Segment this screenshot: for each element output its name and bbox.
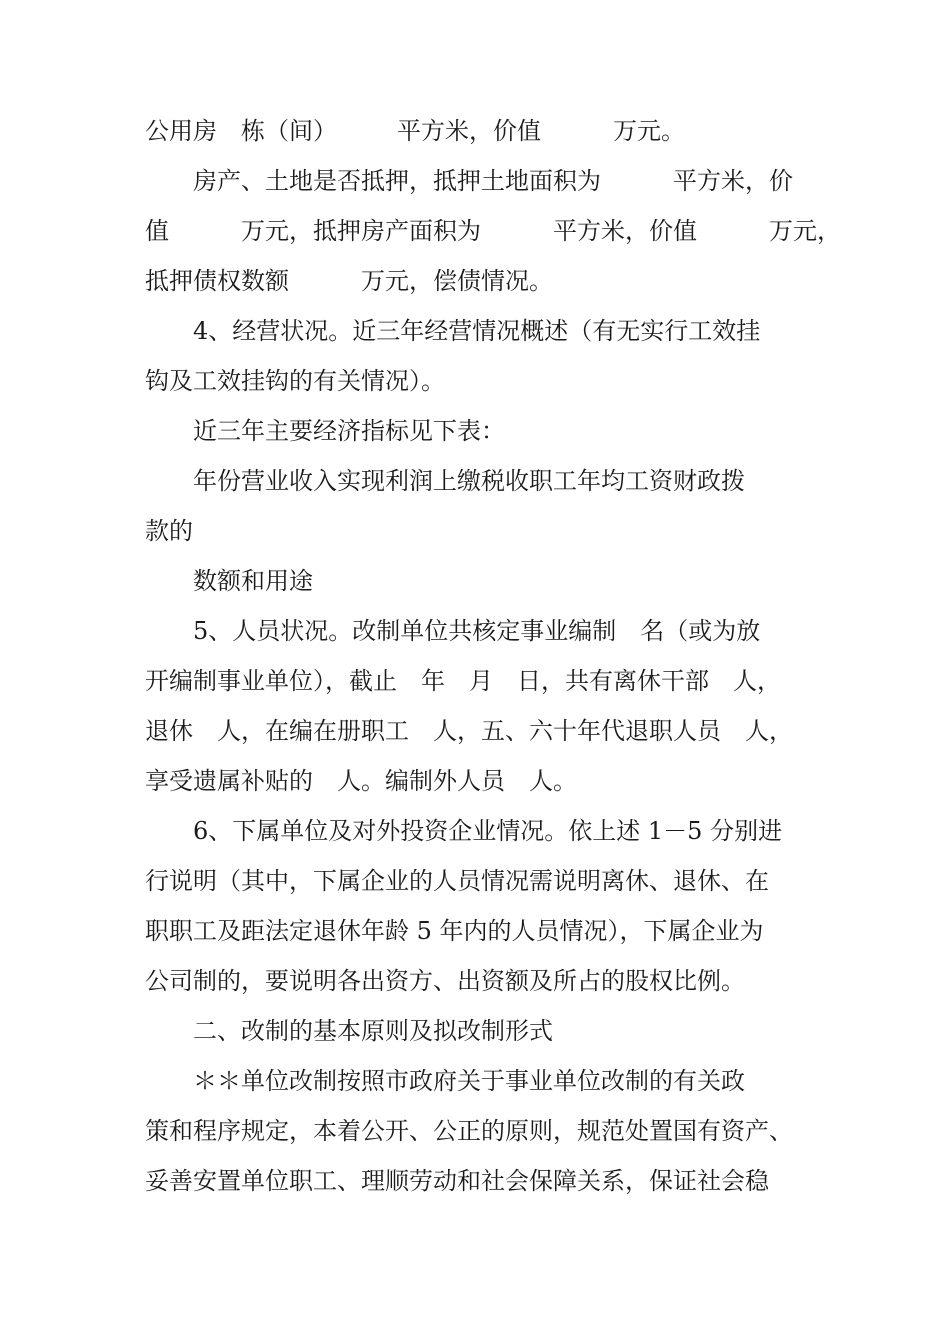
text-line: 6、下属单位及对外投资企业情况。依上述 1－5 分别进 bbox=[145, 817, 783, 845]
text-line: 房产、土地是否抵押，抵押土地面积为 平方米，价 bbox=[145, 167, 793, 195]
text-line: 享受遗属补贴的 人。编制外人员 人。 bbox=[145, 767, 577, 795]
text-line: 5、人员状况。改制单位共核定事业编制 名（或为放 bbox=[145, 617, 761, 645]
text-line: 近三年主要经济指标见下表： bbox=[145, 417, 505, 445]
text-line: 策和程序规定，本着公开、公正的原则，规范处置国有资产、 bbox=[145, 1117, 793, 1145]
text-line: 职职工及距法定退休年龄 5 年内的人员情况），下属企业为 bbox=[145, 917, 764, 945]
text-line: 款的 bbox=[145, 517, 193, 545]
text-line: 退休 人，在编在册职工 人，五、六十年代退职人员 人， bbox=[145, 717, 793, 745]
text-line: 值 万元，抵押房产面积为 平方米，价值 万元， bbox=[145, 217, 841, 245]
text-line: 妥善安置单位职工、理顺劳动和社会保障关系，保证社会稳 bbox=[145, 1167, 769, 1195]
text-line: 年份营业收入实现利润上缴税收职工年均工资财政拨 bbox=[145, 467, 745, 495]
text-line: 4、经营状况。近三年经营情况概述（有无实行工效挂 bbox=[145, 317, 761, 345]
text-line: 公司制的，要说明各出资方、出资额及所占的股权比例。 bbox=[145, 967, 745, 995]
text-line: 公用房 栋（间） 平方米，价值 万元。 bbox=[145, 117, 685, 145]
section-heading: 二、改制的基本原则及拟改制形式 bbox=[145, 1017, 553, 1045]
text-line: 开编制事业单位），截止 年 月 日，共有离休干部 人， bbox=[145, 667, 781, 695]
text-line: 数额和用途 bbox=[145, 567, 313, 595]
text-line: 抵押债权数额 万元，偿债情况。 bbox=[145, 267, 553, 295]
text-line: 行说明（其中，下属企业的人员情况需说明离休、退休、在 bbox=[145, 867, 769, 895]
text-line: ＊＊单位改制按照市政府关于事业单位改制的有关政 bbox=[145, 1067, 745, 1095]
text-line: 钩及工效挂钩的有关情况）。 bbox=[145, 367, 445, 395]
